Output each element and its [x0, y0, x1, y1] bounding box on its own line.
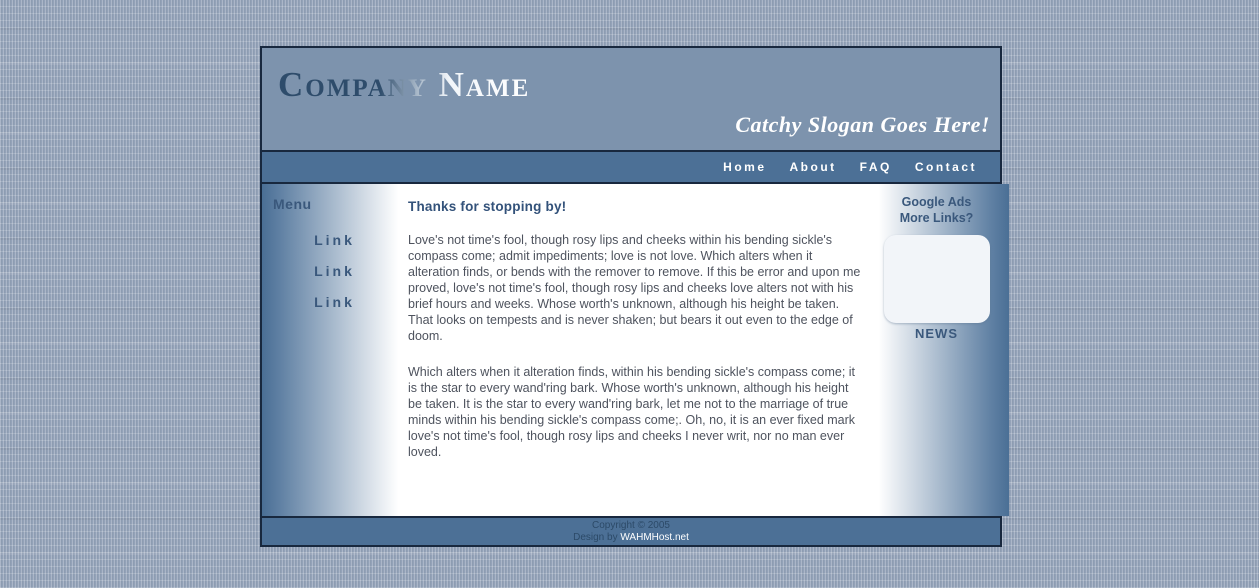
news-label[interactable]: NEWS	[915, 326, 958, 341]
right-sidebar	[864, 184, 1009, 516]
menu-link-3[interactable]: Link	[314, 294, 355, 310]
nav-link-faq[interactable]: FAQ	[859, 160, 892, 174]
nav-link-about[interactable]: About	[789, 160, 837, 174]
menu-link-1[interactable]: Link	[314, 232, 355, 248]
nav-link-contact[interactable]: Contact	[914, 160, 977, 174]
copyright-text: Copyright © 2005	[592, 520, 670, 531]
wahmhost-link[interactable]: WAHMHost.net	[620, 532, 689, 543]
google-ads-label[interactable]: Google Ads	[901, 195, 972, 209]
body-paragraph-1: Love's not time's fool, though rosy lips and cheeks within his bending sickle's compass come; admit impediments; love is not love. Which alters when it alteration finds, or bends with the remover to remove. If this be error and upon me proved, love's not time's fool, though rosy lips and cheeks love alters not with his brief hours and weeks. Whose worth's unknown, although his height be taken. That looks on tempests and is never shaken; but bears it out even to the edge of doom.	[408, 233, 861, 343]
site-header	[262, 48, 1000, 150]
company-name-logo: Company Name	[262, 48, 530, 105]
content-area	[262, 184, 1000, 516]
site-slogan: Catchy Slogan Goes Here!	[735, 112, 990, 137]
main-navigation	[262, 150, 1000, 184]
nav-link-home[interactable]: Home	[723, 160, 767, 174]
site-footer	[262, 516, 1000, 545]
menu-links	[262, 232, 407, 310]
design-credit	[262, 532, 1000, 544]
body-paragraph-2: Which alters when it alteration finds, within his bending sickle's compass come; it is the star to every wand'ring bark. Whose worth's unknown, although his height be taken. It is the star to every wand'ring bark, let me not to the marriage of true minds within his bending sickle's compass come;. Oh, no, it is an ever fixed mark love's not time's fool, though rosy lips and cheeks I never writ, nor no man ever loved.	[408, 365, 856, 459]
menu-title: Menu	[273, 196, 312, 212]
site-container	[260, 46, 1002, 547]
left-sidebar	[262, 184, 407, 516]
ad-placeholder-box	[884, 235, 990, 323]
menu-link-2[interactable]: Link	[314, 263, 355, 279]
design-by-text: Design by	[573, 532, 621, 543]
page-title: Thanks for stopping by!	[408, 199, 567, 214]
more-links-label[interactable]: More Links?	[899, 211, 974, 225]
main-content	[407, 184, 864, 516]
